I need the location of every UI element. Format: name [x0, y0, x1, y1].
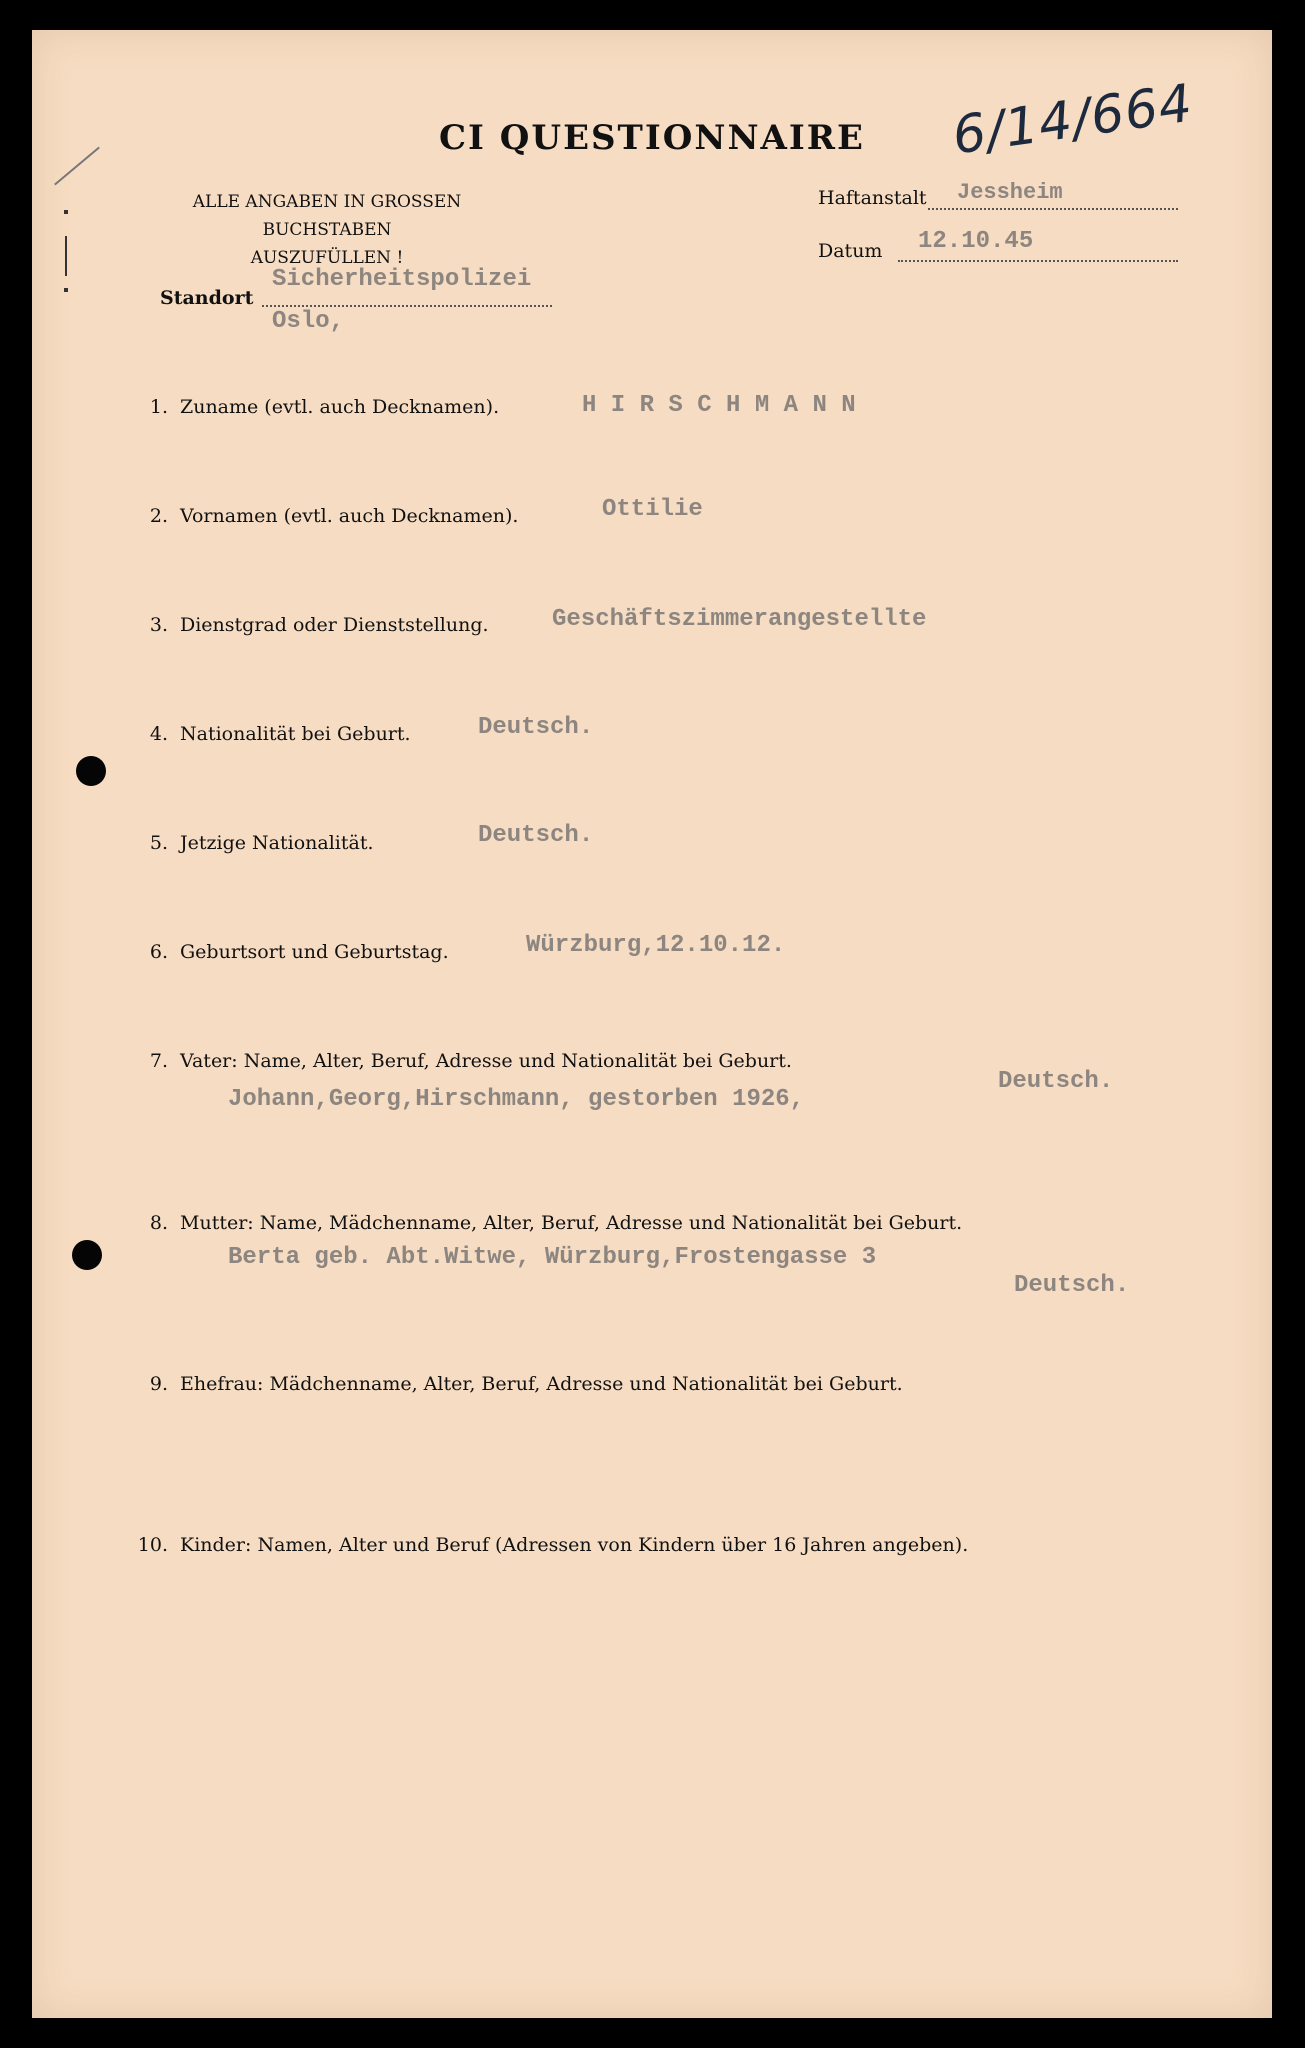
question-label: Zuname (evtl. auch Decknamen). — [180, 396, 500, 418]
margin-mark — [65, 236, 67, 276]
standort-line — [262, 305, 552, 307]
question-7 — [132, 1050, 792, 1072]
question-8 — [132, 1212, 962, 1234]
answer-4: Deutsch. — [478, 714, 594, 741]
standort-value-line2: Oslo, — [272, 308, 345, 335]
question-label: Geburtsort und Geburtstag. — [180, 941, 449, 963]
haftanstalt-label: Haftanstalt — [818, 187, 927, 209]
question-2 — [132, 505, 518, 527]
questionnaire-sheet — [32, 30, 1272, 2018]
instructions-line1: ALLE ANGABEN IN GROSSEN BUCHSTABEN — [192, 192, 462, 240]
question-label: Vater: Name, Alter, Beruf, Adresse und Nationalität bei Geburt. — [180, 1050, 792, 1072]
question-number: 6. — [149, 941, 168, 963]
question-label: Nationalität bei Geburt. — [180, 723, 411, 745]
instructions — [152, 188, 502, 272]
question-9 — [132, 1373, 903, 1395]
question-number: 10. — [137, 1534, 168, 1556]
haftanstalt-line — [928, 208, 1178, 210]
question-3 — [132, 614, 489, 636]
answer-8-nationality: Deutsch. — [1014, 1272, 1130, 1299]
handwritten-reference: 6/14/664 — [949, 73, 1197, 167]
standort-label: Standort — [160, 287, 254, 309]
instructions-line2: AUSZUFÜLLEN ! — [250, 248, 404, 268]
datum-line — [898, 260, 1178, 262]
answer-2: Ottilie — [602, 496, 703, 523]
question-number: 7. — [149, 1050, 168, 1072]
answer-1: H I R S C H M A N N — [582, 392, 856, 419]
datum-value: 12.10.45 — [918, 228, 1034, 255]
standort-value-line1: Sicherheitspolizei — [272, 266, 532, 293]
answer-6: Würzburg,12.10.12. — [526, 932, 786, 959]
question-6 — [132, 941, 449, 963]
datum-label: Datum — [818, 240, 883, 262]
question-label: Dienstgrad oder Dienststellung. — [180, 614, 489, 636]
answer-7: Johann,Georg,Hirschmann, gestorben 1926, — [228, 1086, 805, 1113]
question-10 — [132, 1534, 968, 1556]
punch-hole-upper — [76, 756, 106, 786]
question-1 — [132, 396, 499, 418]
question-label: Jetzige Nationalität. — [180, 832, 374, 854]
haftanstalt-value: Jessheim — [957, 180, 1063, 205]
answer-5: Deutsch. — [478, 822, 594, 849]
question-label: Ehefrau: Mädchenname, Alter, Beruf, Adresse und Nationalität bei Geburt. — [180, 1373, 903, 1395]
question-label: Mutter: Name, Mädchenname, Alter, Beruf, Adresse und Nationalität bei Geburt. — [180, 1212, 963, 1234]
question-4 — [132, 723, 411, 745]
answer-7-nationality: Deutsch. — [998, 1068, 1114, 1095]
question-number: 8. — [149, 1212, 168, 1234]
margin-mark — [64, 210, 68, 214]
form-title: CI QUESTIONNAIRE — [439, 118, 865, 158]
margin-mark — [64, 288, 68, 292]
question-number: 5. — [149, 832, 168, 854]
question-label: Vornamen (evtl. auch Decknamen). — [180, 505, 519, 527]
question-label: Kinder: Namen, Alter und Beruf (Adressen von Kindern über 16 Jahren angeben). — [180, 1534, 969, 1556]
question-number: 4. — [149, 723, 168, 745]
question-number: 1. — [149, 396, 168, 418]
punch-hole-lower — [72, 1240, 102, 1270]
question-number: 9. — [149, 1373, 168, 1395]
question-5 — [132, 832, 374, 854]
question-number: 2. — [149, 505, 168, 527]
answer-8: Berta geb. Abt.Witwe, Würzburg,Frostengasse 3 — [228, 1244, 877, 1271]
answer-3: Geschäftszimmerangestellte — [552, 606, 927, 633]
question-number: 3. — [149, 614, 168, 636]
